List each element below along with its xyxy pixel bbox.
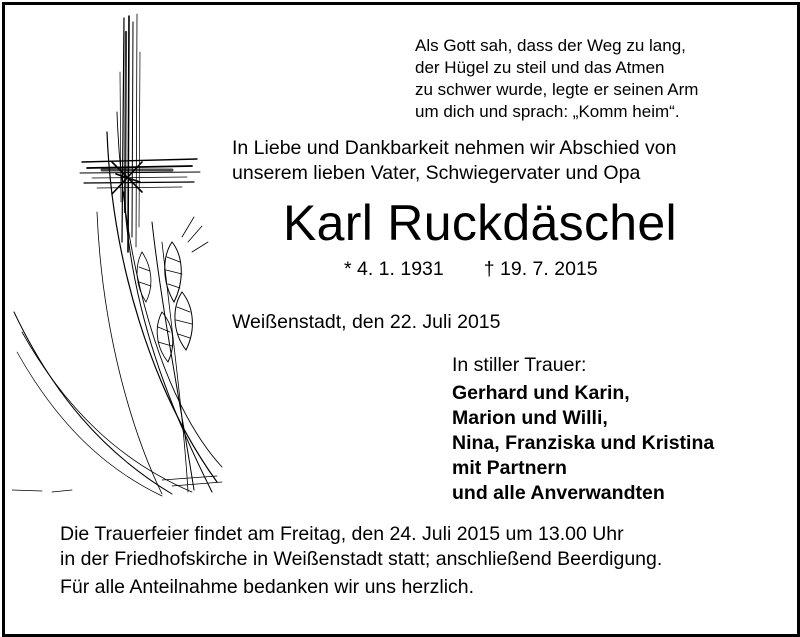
death-date: † 19. 7. 2015 <box>483 258 598 280</box>
funeral-line: in der Friedhofskirche in Weißenstadt statt; anschließend Beerdigung. <box>60 548 663 570</box>
funeral-info <box>60 522 662 572</box>
intro-line: In Liebe und Dankbarkeit nehmen wir Abschied von <box>232 137 677 159</box>
mourner-name: mit Partnern <box>452 457 567 479</box>
intro-text <box>232 136 676 186</box>
mourner-name: Gerhard und Karin, <box>452 382 630 404</box>
poem-line: Als Gott sah, dass der Weg zu lang, <box>415 36 686 55</box>
deceased-name: Karl Ruckdäschel <box>283 195 677 251</box>
mourner-name: und alle Anverwandten <box>452 482 665 504</box>
life-dates <box>344 257 598 281</box>
poem-line: zu schwer wurde, legte er seinen Arm <box>415 80 699 99</box>
mourners-heading: In stiller Trauer: <box>452 354 587 376</box>
poem <box>415 35 698 123</box>
place-date: Weißenstadt, den 22. Juli 2015 <box>232 311 501 333</box>
poem-line: um dich und sprach: „Komm heim“. <box>415 102 680 121</box>
thanks-note: Für alle Anteilnahme bedanken wir uns herzlich. <box>60 576 475 598</box>
poem-line: der Hügel zu steil und das Atmen <box>415 58 665 77</box>
cross-with-wheat-sketch-icon <box>12 12 227 497</box>
mourner-name: Nina, Franziska und Kristina <box>452 432 715 454</box>
birth-date: * 4. 1. 1931 <box>344 258 444 280</box>
mourners-list <box>452 381 714 506</box>
mourner-name: Marion und Willi, <box>452 407 608 429</box>
funeral-line: Die Trauerfeier findet am Freitag, den 24. Juli 2015 um 13.00 Uhr <box>60 523 624 545</box>
intro-line: unserem lieben Vater, Schwiegervater und Opa <box>232 162 641 184</box>
